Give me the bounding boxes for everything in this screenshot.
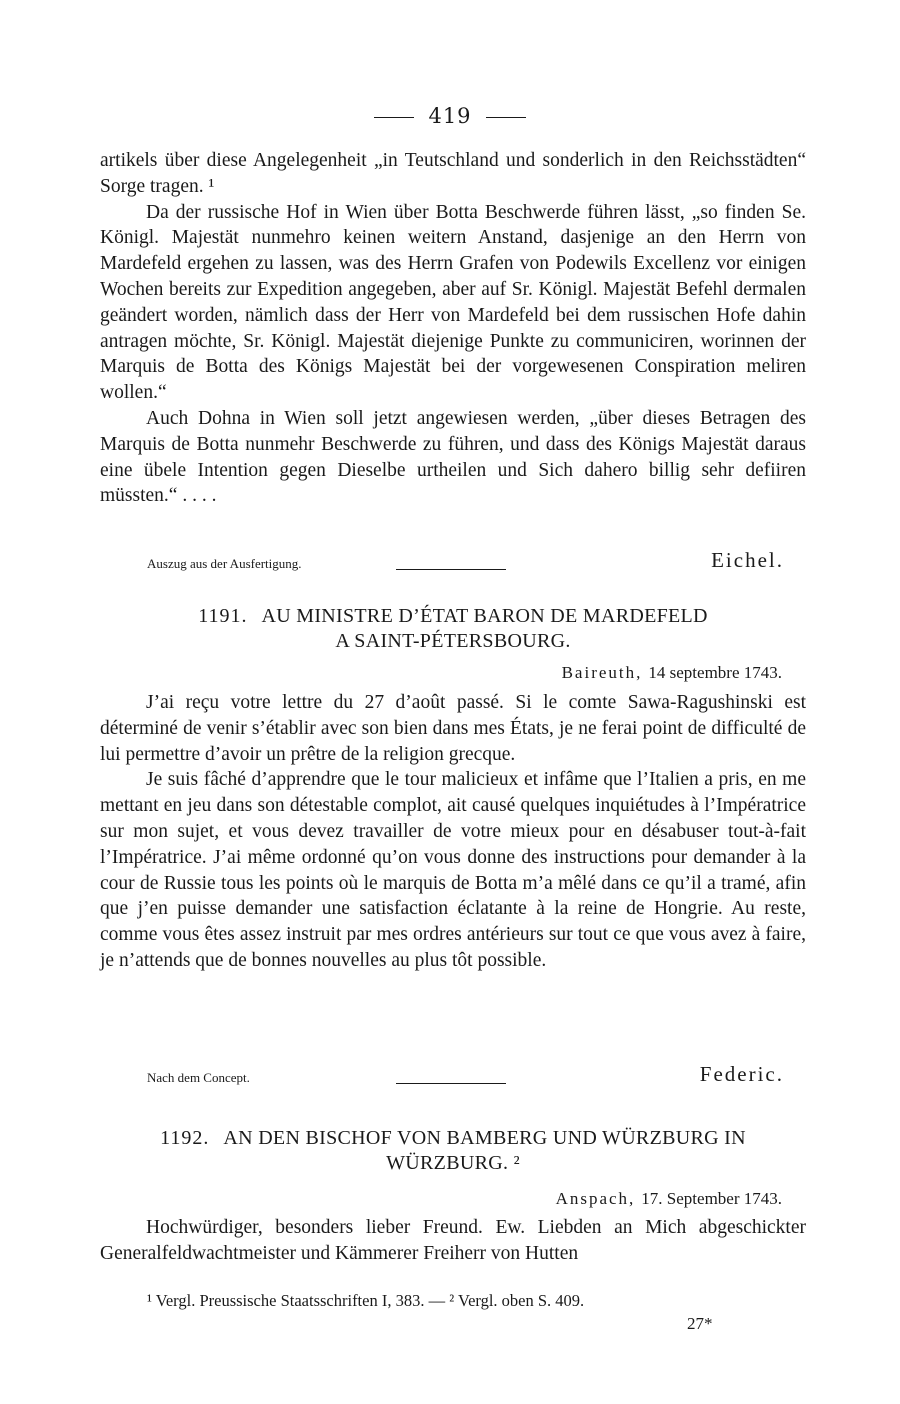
page-number-dash-left — [374, 117, 414, 118]
letter-1192-title-line-2: WÜRZBURG. ² — [386, 1152, 520, 1174]
intro-paragraph-1: artikels über diese Angelegenheit „in Teutschland und sonderlich in den Reichsstädten“ Sorge tragen. ¹ — [100, 150, 806, 197]
letter-1191-paragraph-2: Je suis fâché d’apprendre que le tour malicieux et infâme que l’Italien a pris, en me mettant en jeu dans son détestable complot, ait causé quelques inquiétudes à l’Impératrice sur mon sujet, et vous devez travailler de votre mieux pour en désabuser tout-à-fait l’Impératrice. J’ai même ordonné qu’on vous donne des instructions pour demander à la cour de Russie tous les points où le marquis de Botta m’a mêlé dans ce qu’il a tramé, afin que j’en puisse demander une satisfaction éclatante à la reine de Hongrie. Au reste, comme vous êtes assez instruit par mes ordres antérieurs sur tout ce que vous avez à faire, je n’attends que de bonnes nouvelles au plus tôt possible. — [100, 769, 806, 971]
intro-paragraph-3: Auch Dohna in Wien soll jetzt angewiesen werden, „über dieses Betragen des Marquis de Botta nunmehr Beschwerde zu führen, und dass des Königs Majestät daraus eine übele Intention gegen Dieselbe urtheilen und Sich dahero billig sehr defiiren müssten.“ . . . . — [100, 407, 806, 507]
letter-1191-body — [100, 690, 806, 974]
page-number-text: 419 — [428, 104, 472, 128]
separator-rule — [396, 1083, 506, 1084]
letter-1192-number: 1192. — [160, 1127, 210, 1149]
letter-1191-date: 14 septembre 1743. — [648, 663, 782, 682]
intro-signature: Eichel. — [711, 548, 784, 572]
letter-1191-title-line-1 — [100, 604, 806, 629]
intro-closing — [100, 548, 806, 578]
letter-1192-body — [100, 1215, 806, 1267]
letter-1191-signature: Federic. — [699, 1062, 784, 1086]
letter-1191-title-line-2: A SAINT-PÉTERSBOURG. — [335, 630, 571, 652]
letter-1191-paragraph-1: J’ai reçu votre lettre du 27 d’août passé. Si le comte Sawa-Ragushinski est déterminé de venir s’établir avec son bien dans mes États, je ne ferai point de difficulté de lui permettre d’avoir un prêtre de la religion grecque. — [100, 692, 806, 765]
letter-1191-dateline — [562, 663, 782, 683]
footnotes: ¹ Vergl. Preussische Staatsschriften I, 383. — ² Vergl. oben S. 409. — [147, 1291, 585, 1310]
intro-paragraph-2: Da der russische Hof in Wien über Botta Beschwerde führen lässt, „so finden Se. Königl. Majestät nunmehro keinen weitern Anstand, dasjenige an den Herrn von Mardefeld ergehen zu lassen, was des Herrn Grafen von Podewils Excellenz vor einigen Wochen bereits zur Expedition angegeben, aber auf Sr. Königl. Majestät Befehl dermalen geändert worden, nämlich dass der Herr von Mardefeld bei dem russischen Hofe dahin antragen möchte, Sr. Königl. Majestät diejenige Punkte zu communiciren, worinnen der Marquis de Botta des Königs Majestät bei der vorgewesenen Conspiration meliren wollen.“ — [100, 201, 806, 404]
letter-1192-title-1: AN DEN BISCHOF VON BAMBERG UND WÜRZBURG IN — [223, 1127, 746, 1149]
letter-1192-heading — [100, 1126, 806, 1176]
intro-source-note: Auszug aus der Ausfertigung. — [147, 556, 302, 571]
intro-section — [100, 148, 806, 509]
letter-1192-paragraph-1: Hochwürdiger, besonders lieber Freund. Ew. Liebden an Mich abgeschickter Generalfeldwachtmeister und Kämmerer Freiherr von Hutten — [100, 1217, 806, 1264]
letter-1191-title-1: AU MINISTRE D’ÉTAT BARON DE MARDEFELD — [261, 605, 708, 627]
letter-1192-place: Anspach, — [555, 1189, 636, 1208]
page-number — [0, 104, 900, 128]
letter-1191-closing — [100, 1062, 806, 1092]
letter-1191-heading — [100, 604, 806, 654]
page-number-dash-right — [486, 117, 526, 118]
separator-rule — [396, 569, 506, 570]
letter-1192-title-line-1 — [100, 1126, 806, 1151]
letter-1192-date: 17. September 1743. — [641, 1189, 782, 1208]
letter-1191-number: 1191. — [198, 605, 248, 627]
letter-1192-dateline — [556, 1189, 782, 1209]
signature-mark: 27* — [687, 1314, 713, 1333]
letter-1191-source-note: Nach dem Concept. — [147, 1070, 250, 1085]
letter-1191-place: Baireuth, — [561, 663, 643, 682]
